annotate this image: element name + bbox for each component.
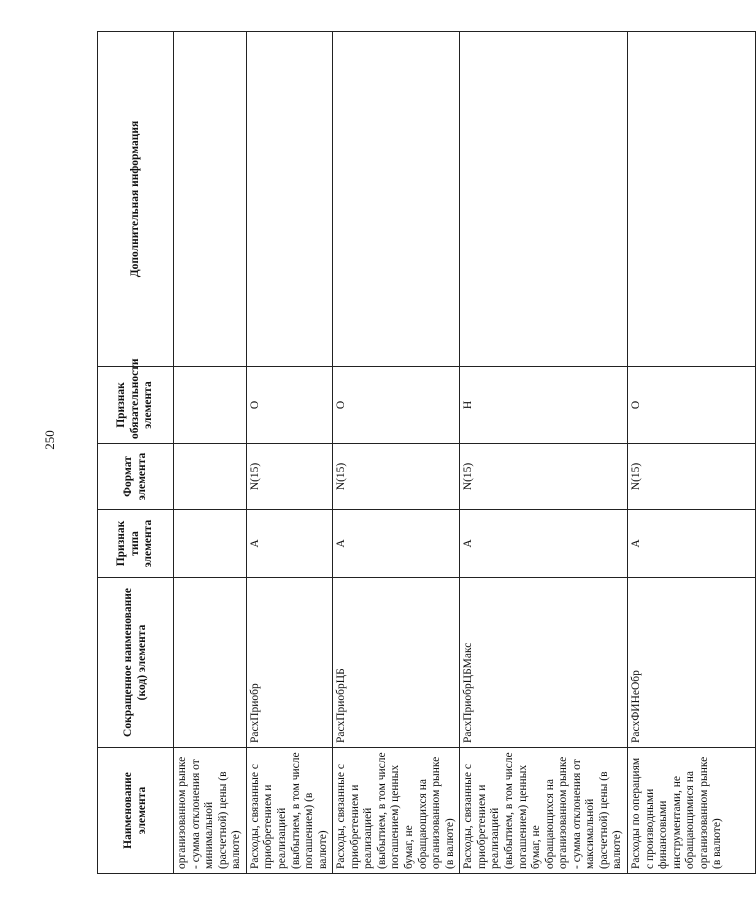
cell-required: О	[333, 367, 460, 444]
table-row	[174, 32, 247, 874]
cell-type: А	[333, 510, 460, 578]
cell-format: N(15)	[628, 444, 756, 510]
table-row	[246, 32, 332, 874]
header-required: Признак обязательности элемента	[98, 367, 174, 444]
cell-element-name: Расходы, связанные с приобретением и реализацией (выбытием, в том числе погашением) ценных бумаг, не обращающихся на организованном рынке (в валюте)	[333, 748, 460, 874]
cell-type: А	[628, 510, 756, 578]
cell-format: N(15)	[333, 444, 460, 510]
cell-additional-info	[460, 32, 628, 367]
cell-code: РасхПриобр	[246, 578, 332, 748]
cell-additional-info	[174, 32, 247, 367]
table-row	[628, 32, 756, 874]
page-number: 250	[42, 430, 57, 450]
rotated-table-frame	[97, 32, 724, 874]
header-additional-info: Дополнительная информация	[98, 32, 174, 367]
cell-type: А	[460, 510, 628, 578]
header-code: Сокращенное наименование (код) элемента	[98, 578, 174, 748]
cell-type: А	[246, 510, 332, 578]
cell-format: N(15)	[460, 444, 628, 510]
cell-additional-info	[333, 32, 460, 367]
table-row	[460, 32, 628, 874]
cell-element-name: Расходы, связанные с приобретением и реализацией (выбытием, в том числе погашением) (в валюте)	[246, 748, 332, 874]
cell-code: РасхПриобрЦБ	[333, 578, 460, 748]
table-header-row	[98, 32, 174, 874]
cell-additional-info	[246, 32, 332, 367]
table-row	[333, 32, 460, 874]
header-type: Признак типа элемента	[98, 510, 174, 578]
cell-code: РасхПриобрЦБМакс	[460, 578, 628, 748]
cell-required: О	[246, 367, 332, 444]
element-table	[97, 31, 756, 874]
cell-type	[174, 510, 247, 578]
header-element-name: Наименование элемента	[98, 748, 174, 874]
cell-element-name: Расходы по операциям с производными финансовыми инструментами, не обращающимися на организованном рынке (в валюте)	[628, 748, 756, 874]
cell-format	[174, 444, 247, 510]
cell-code	[174, 578, 247, 748]
cell-code: РасхФИНеОбр	[628, 578, 756, 748]
cell-required: Н	[460, 367, 628, 444]
cell-element-name: организованном рынке - сумма отклонения от минимальной (расчетной) цены (в валюте)	[174, 748, 247, 874]
cell-required: О	[628, 367, 756, 444]
cell-required	[174, 367, 247, 444]
cell-additional-info	[628, 32, 756, 367]
cell-format: N(15)	[246, 444, 332, 510]
cell-element-name: Расходы, связанные с приобретением и реализацией (выбытием, в том числе погашением) ценных бумаг, не обращающихся на организованном рынке - сумма отклонения от максимальной (расчетной) цены (в валюте)	[460, 748, 628, 874]
rotated-table-inner	[97, 32, 724, 874]
header-format: Формат элемента	[98, 444, 174, 510]
